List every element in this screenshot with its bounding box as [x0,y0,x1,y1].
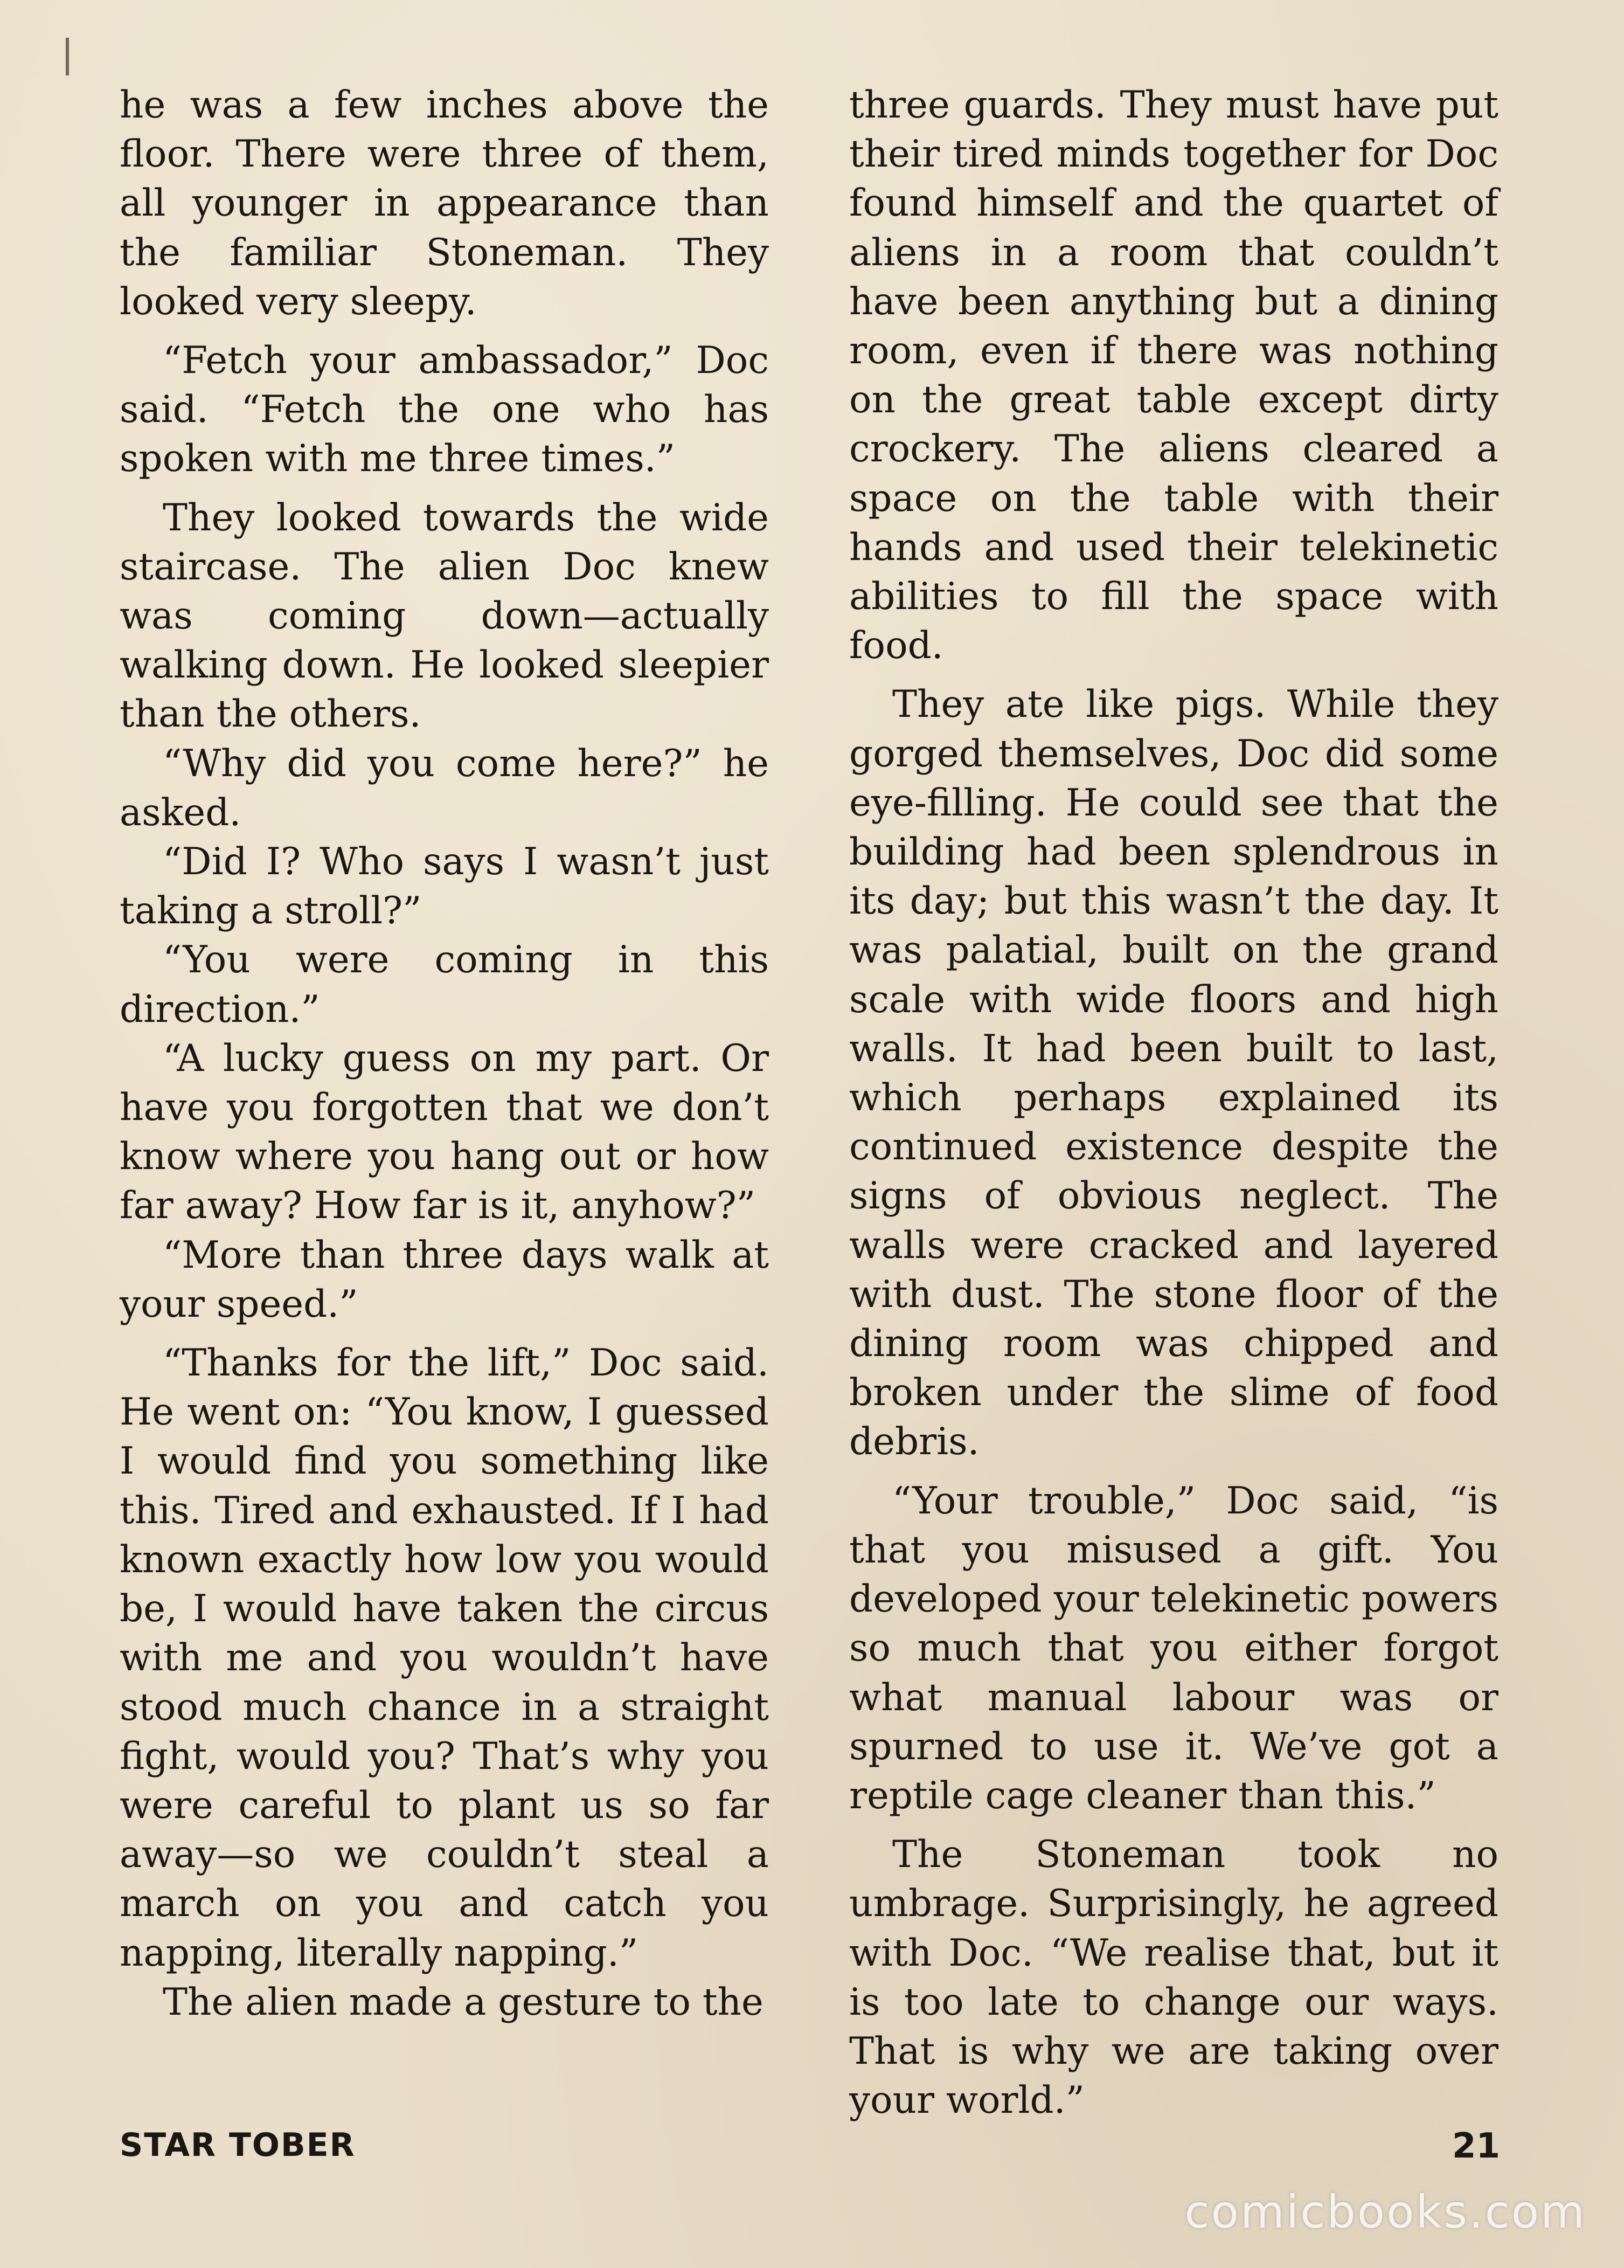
margin-mark [66,38,69,75]
right-column [849,81,1498,2125]
right-paragraph-2: They ate like pigs. While they gorged themselves, Doc did some eye-filling. He could see that the building had been splendrous in its day; but this wasn’t the day. It was palatial, built on the grand scale with wide floors and high walls. It had been built to last, which perhaps explained its continued existence despite the signs of obvious neglect. The walls were cracked and layered with dust. The stone floor of the dining room was chipped and broken under the slime of food debris. [849,683,1498,1464]
left-paragraph-5: “Did I? Who says I wasn’t just taking a stroll?” [120,840,769,933]
left-paragraph-8: “More than three days walk at your speed.” [120,1233,769,1326]
left-paragraph-3: They looked towards the wide staircase. The alien Doc knew was coming down—actually walking down. He looked sleepier than the others. [120,496,769,736]
left-paragraph-9: “Thanks for the lift,” Doc said. He went on: “You know, I guessed I would find you something like this. Tired and exhausted. If I had known exactly how low you would be, I would have taken the circus with me and you wouldn’t have stood much chance in a straight fight, would you? That’s why you were careful to plant us so far away—so we couldn’t steal a march on you and catch you napping, literally napping.” [120,1342,769,1975]
watermark: comicbooks.com [1184,2186,1586,2238]
left-paragraph-1: he was a few inches above the floor. There were three of them, all younger in appearance than the familiar Stoneman. They looked very sleepy. [120,84,769,323]
left-paragraph-7: “A lucky guess on my part. Or have you forgotten that we don’t know where you hang out or how far away? How far is it, anyhow?” [120,1036,769,1228]
left-column [120,81,769,2027]
page-number: 21 [1452,2126,1500,2166]
publication-name: STAR TOBER [120,2126,356,2164]
right-paragraph-4: The Stoneman took no umbrage. Surprisingly, he agreed with Doc. “We realise that, but it is too late to change our ways. That is why we are taking over your world.” [849,1833,1498,2122]
left-paragraph-10: The alien made a gesture to the [163,1980,764,2024]
right-paragraph-1: three guards. They must have put their tired minds together for Doc found himself and the quartet of aliens in a room that couldn’t have been anything but a dining room, even if there was nothing on the great table except dirty crockery. The aliens cleared a space on the table with their hands and used their telekinetic abilities to fill the space with food. [849,84,1498,668]
left-paragraph-6: “You were coming in this direction.” [120,938,769,1031]
left-paragraph-4: “Why did you come here?” he asked. [120,742,769,834]
right-paragraph-3: “Your trouble,” Doc said, “is that you misused a gift. You developed your telekinetic powers so much that you either forgot what manual labour was or spurned to use it. We’ve got a reptile cage cleaner than this.” [849,1479,1498,1817]
left-paragraph-2: “Fetch your ambassador,” Doc said. “Fetch the one who has spoken with me three times.” [120,339,769,481]
